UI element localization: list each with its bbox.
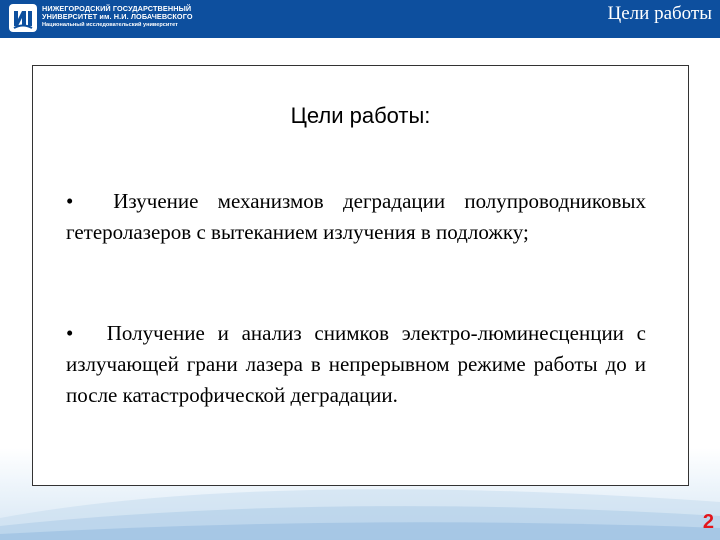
bullet-marker: • [66,189,74,213]
bullet-text: Изучение механизмов деградации полупроводниковых гетеролазеров с вытеканием излучения в подложку; [66,189,646,244]
university-name-line2: УНИВЕРСИТЕТ им. Н.И. ЛОБАЧЕВСКОГО [42,12,193,21]
bullet-item-2 [66,318,646,411]
header-title: Цели работы [607,3,712,24]
page-number: 2 [702,511,714,533]
university-logo-icon [8,3,38,33]
university-name-line3: Национальный исследовательский университет [42,22,178,28]
bullet-item-1 [66,186,646,248]
university-name-line1: НИЖЕГОРОДСКИЙ ГОСУДАРСТВЕННЫЙ [42,4,192,13]
content-box [32,65,689,486]
header-bar [0,0,720,38]
bullet-text: Получение и анализ снимков электро-люминесценции с излучающей грани лазера в непрерывном режиме работы до и после катастрофической деградации. [66,321,646,407]
bullet-marker: • [66,321,74,345]
slide-heading: Цели работы: [290,103,431,128]
university-name [42,5,193,29]
